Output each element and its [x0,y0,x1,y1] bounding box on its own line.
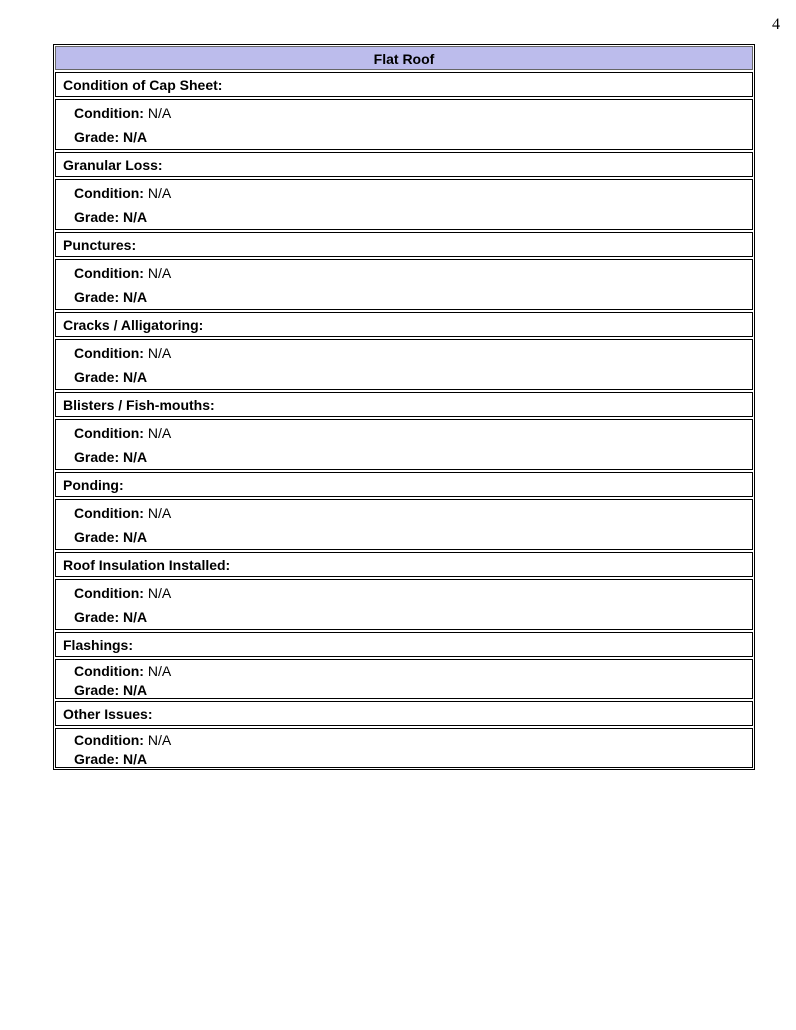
condition-label: Condition: [74,105,144,121]
section-body [55,339,753,390]
condition-label: Condition: [74,732,144,748]
section-body [55,179,753,230]
condition-value: N/A [147,732,172,748]
condition-line [74,183,752,207]
condition-line [74,503,752,527]
grade-line [74,750,752,769]
section-body [55,728,753,768]
section-header: Ponding: [55,472,753,497]
section-body [55,499,753,550]
grade-value: N/A [123,449,148,465]
grade-line [74,447,752,471]
section-header: Condition of Cap Sheet: [55,72,753,97]
condition-value: N/A [147,663,172,679]
grade-line [74,207,752,231]
condition-label: Condition: [74,505,144,521]
section-header: Granular Loss: [55,152,753,177]
grade-line [74,367,752,391]
grade-line [74,127,752,151]
grade-label: Grade: [74,129,120,145]
grade-line [74,607,752,631]
grade-value: N/A [123,682,148,698]
grade-label: Grade: [74,289,120,305]
condition-label: Condition: [74,265,144,281]
report-title: Flat Roof [55,46,753,70]
grade-value: N/A [123,751,148,767]
grade-value: N/A [123,209,148,225]
section-header: Other Issues: [55,701,753,726]
grade-label: Grade: [74,751,120,767]
grade-line [74,287,752,311]
condition-value: N/A [147,585,172,601]
grade-label: Grade: [74,682,120,698]
condition-line [74,343,752,367]
section-body [55,419,753,470]
page-number: 4 [772,16,780,33]
section-body [55,659,753,699]
flat-roof-report [53,44,755,770]
condition-value: N/A [147,345,172,361]
condition-line [74,263,752,287]
grade-line [74,681,752,700]
section-body [55,259,753,310]
condition-line [74,662,752,681]
condition-line [74,583,752,607]
condition-label: Condition: [74,345,144,361]
condition-line [74,103,752,127]
grade-value: N/A [123,369,148,385]
condition-line [74,731,752,750]
condition-label: Condition: [74,585,144,601]
section-header: Punctures: [55,232,753,257]
condition-value: N/A [147,505,172,521]
grade-value: N/A [123,609,148,625]
grade-label: Grade: [74,449,120,465]
grade-value: N/A [123,529,148,545]
grade-label: Grade: [74,609,120,625]
condition-value: N/A [147,425,172,441]
section-header: Cracks / Alligatoring: [55,312,753,337]
section-body [55,579,753,630]
grade-value: N/A [123,129,148,145]
section-header: Flashings: [55,632,753,657]
condition-line [74,423,752,447]
grade-label: Grade: [74,529,120,545]
condition-label: Condition: [74,425,144,441]
section-header: Blisters / Fish-mouths: [55,392,753,417]
condition-label: Condition: [74,185,144,201]
section-body [55,99,753,150]
grade-line [74,527,752,551]
condition-value: N/A [147,185,172,201]
grade-label: Grade: [74,209,120,225]
grade-value: N/A [123,289,148,305]
condition-value: N/A [147,105,172,121]
condition-value: N/A [147,265,172,281]
section-header: Roof Insulation Installed: [55,552,753,577]
grade-label: Grade: [74,369,120,385]
condition-label: Condition: [74,663,144,679]
